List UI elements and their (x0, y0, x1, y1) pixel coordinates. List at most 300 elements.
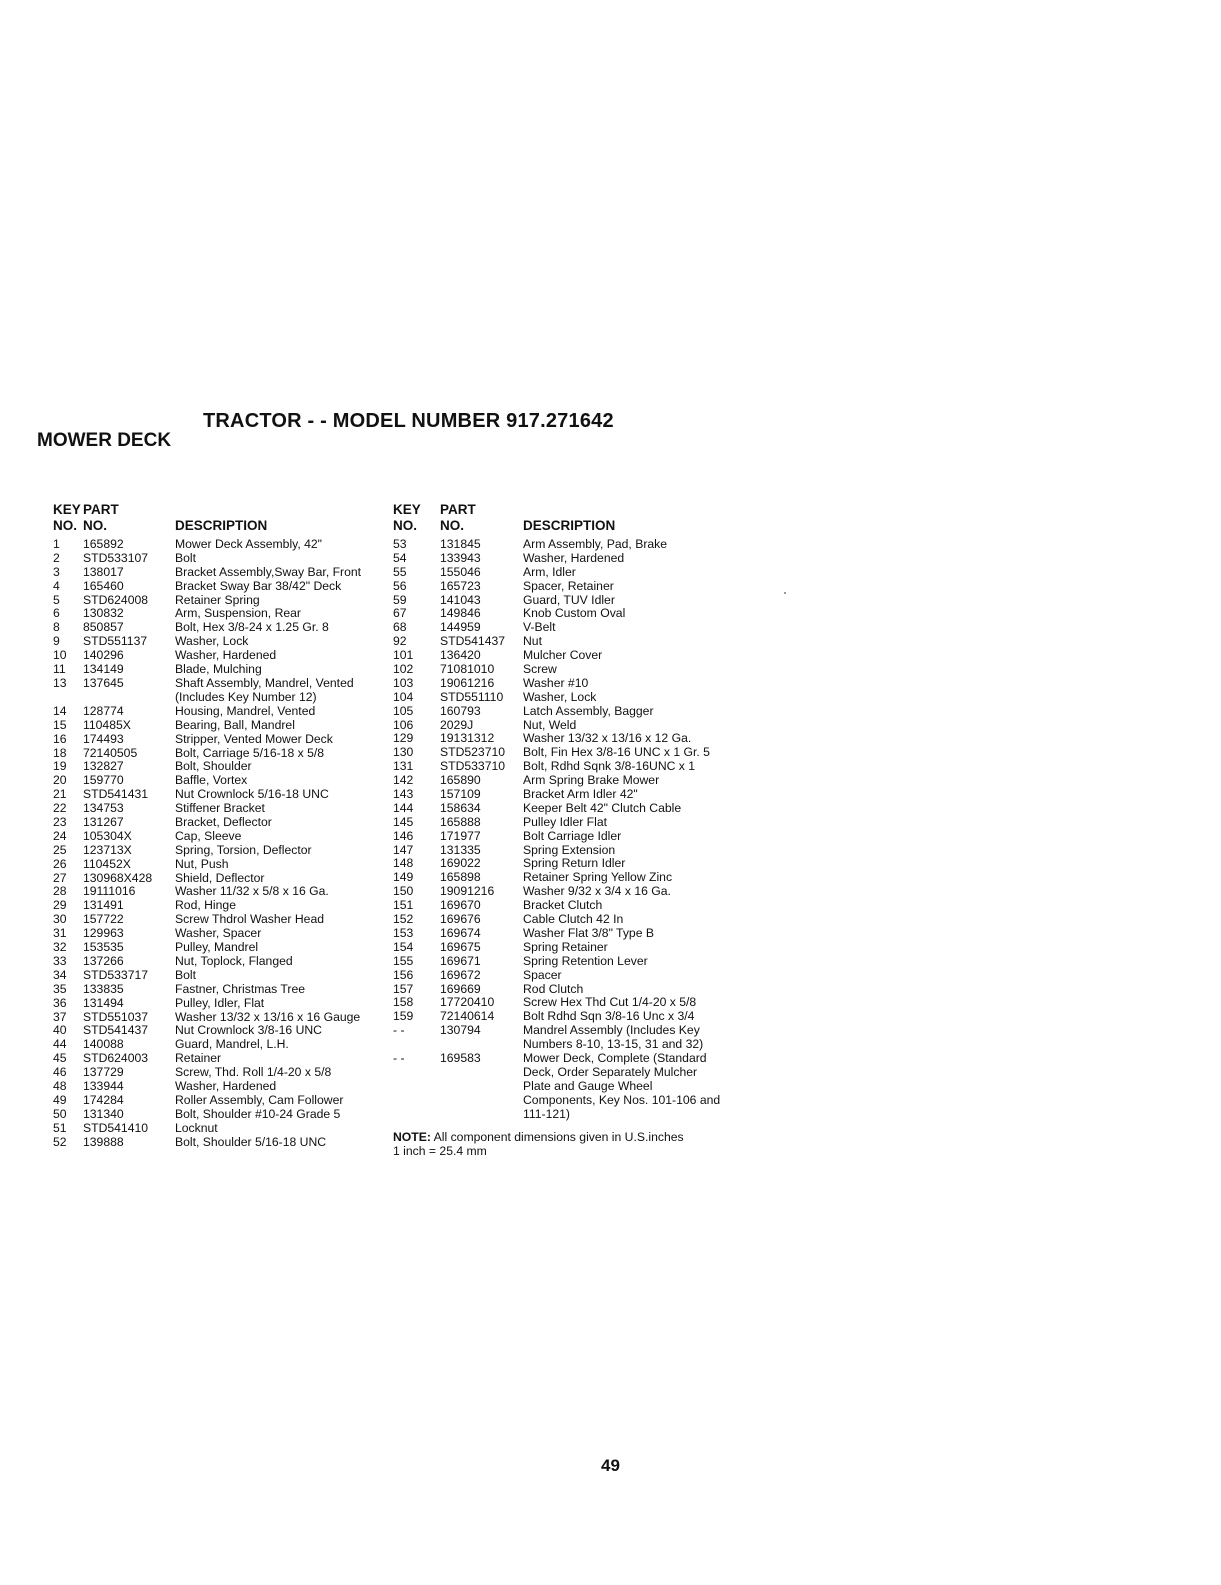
key-number: 44 (53, 1037, 67, 1052)
key-number: 18 (53, 745, 67, 760)
table-row (393, 746, 723, 760)
part-number: 139888 (83, 1134, 124, 1149)
part-number: 165723 (440, 578, 481, 593)
table-row (393, 1010, 723, 1024)
key-number: 68 (393, 620, 407, 635)
key-number: 24 (53, 828, 67, 843)
part-description: Washer 11/32 x 5/8 x 16 Ga. (175, 884, 329, 899)
part-description: Blade, Mulching (175, 662, 262, 677)
table-row (53, 607, 398, 621)
key-number: 4 (53, 578, 60, 593)
table-row (53, 941, 398, 955)
part-description: Nut Crownlock 5/16-18 UNC (175, 787, 329, 802)
table-row (393, 552, 723, 566)
table-row (393, 899, 723, 913)
header-key-no: NO. (393, 518, 418, 533)
part-number: STD541437 (440, 634, 506, 649)
header-part: PART (83, 502, 119, 517)
header-key: KEY (393, 502, 421, 517)
key-number: 9 (53, 634, 60, 649)
table-row (53, 760, 398, 774)
key-number: 37 (53, 1009, 67, 1024)
part-number: 169583 (440, 1051, 481, 1066)
left-rows (53, 538, 398, 1149)
table-row (53, 885, 398, 899)
key-number: 50 (53, 1106, 67, 1121)
note-conversion: 1 inch = 25.4 mm (393, 1144, 487, 1159)
part-description: Washer, Lock (175, 634, 249, 649)
part-number: 137645 (83, 675, 124, 690)
table-row (393, 732, 723, 746)
part-number: 165898 (440, 870, 481, 885)
part-description: Baffle, Vortex (175, 773, 248, 788)
key-number: 59 (393, 592, 407, 607)
part-number: 138017 (83, 564, 124, 579)
key-number: 101 (393, 648, 414, 663)
part-number: 131491 (83, 898, 124, 913)
note-label: NOTE: (393, 1130, 431, 1145)
key-number: 149 (393, 870, 414, 885)
key-number: 5 (53, 592, 60, 607)
part-description: Nut, Toplock, Flanged (175, 953, 293, 968)
part-number: 2029J (440, 717, 474, 732)
part-number: 72140614 (440, 1009, 495, 1024)
key-number: 30 (53, 912, 67, 927)
part-description: Spring Retainer (523, 939, 608, 954)
part-description: Bracket, Deflector (175, 815, 272, 830)
key-number: 27 (53, 870, 67, 885)
part-description: Stripper, Vented Mower Deck (175, 731, 333, 746)
table-row (393, 885, 723, 899)
key-number: 130 (393, 745, 414, 760)
part-description: Spring Return Idler (523, 856, 626, 871)
key-number: 144 (393, 800, 414, 815)
part-description: Screw Thdrol Washer Head (175, 912, 325, 927)
part-number: 137266 (83, 953, 124, 968)
part-number: 165888 (440, 814, 481, 829)
table-row (393, 663, 723, 677)
key-number: 129 (393, 731, 414, 746)
part-number: STD541410 (83, 1120, 149, 1135)
table-row (393, 802, 723, 816)
part-description: Knob Custom Oval (523, 606, 626, 621)
part-description: Spring Extension (523, 842, 616, 857)
part-description: Bracket Arm Idler 42" (523, 787, 638, 802)
table-row (53, 719, 398, 733)
part-description: Washer, Hardened (175, 1078, 277, 1093)
section-title: MOWER DECK (37, 430, 172, 451)
part-number: 165890 (440, 773, 481, 788)
part-number: 123713X (83, 842, 132, 857)
part-description: Bolt Rdhd Sqn 3/8-16 Unc x 3/4 (523, 1009, 695, 1024)
page-title: TRACTOR - - MODEL NUMBER 917.271642 (203, 410, 614, 432)
key-number: 131 (393, 759, 414, 774)
part-number: 133943 (440, 550, 481, 565)
part-number: 149846 (440, 606, 481, 621)
part-number: 171977 (440, 828, 481, 843)
table-row (393, 830, 723, 844)
table-row (53, 997, 398, 1011)
part-number: 72140505 (83, 745, 138, 760)
key-number: 154 (393, 939, 414, 954)
table-row (53, 580, 398, 594)
key-number: 51 (53, 1120, 67, 1135)
key-number: 29 (53, 898, 67, 913)
table-row (53, 1108, 398, 1122)
key-number: 146 (393, 828, 414, 843)
page-number: 49 (601, 1456, 620, 1475)
part-description: Bracket Sway Bar 38/42" Deck (175, 578, 342, 593)
part-number: STD541431 (83, 787, 149, 802)
part-number: 169670 (440, 898, 481, 913)
key-number: 20 (53, 773, 67, 788)
key-number: 148 (393, 856, 414, 871)
part-description: Housing, Mandrel, Vented (175, 703, 316, 718)
part-description: Screw Hex Thd Cut 1/4-20 x 5/8 (523, 995, 697, 1010)
parts-table-left (53, 502, 398, 1149)
table-row (393, 913, 723, 927)
part-number: 128774 (83, 703, 124, 718)
part-number: 155046 (440, 564, 481, 579)
part-number: STD523710 (440, 745, 506, 760)
part-description: Pulley, Mandrel (175, 940, 259, 955)
table-row (53, 830, 398, 844)
key-number: 36 (53, 995, 67, 1010)
key-number: 26 (53, 856, 67, 871)
key-number: 13 (53, 675, 67, 690)
part-description: Washer 9/32 x 3/4 x 16 Ga. (523, 884, 671, 899)
key-number: 46 (53, 1065, 67, 1080)
part-description: Shaft Assembly, Mandrel, Vented (Includes Key Number 12) (175, 675, 354, 704)
part-number: 131845 (440, 537, 481, 551)
part-number: 130832 (83, 606, 124, 621)
table-row (393, 538, 723, 552)
key-number: 157 (393, 981, 414, 996)
table-row (53, 1136, 398, 1150)
part-number: 153535 (83, 940, 124, 955)
table-row (393, 594, 723, 608)
dimension-note (393, 1130, 723, 1158)
part-number: 158634 (440, 800, 481, 815)
part-description: Bolt Carriage Idler (523, 828, 622, 843)
table-row (393, 719, 723, 733)
key-number: 56 (393, 578, 407, 593)
part-number: STD533710 (440, 759, 506, 774)
key-number: 67 (393, 606, 407, 621)
part-description: Washer Flat 3/8" Type B (523, 925, 654, 940)
key-number: 48 (53, 1078, 67, 1093)
part-number: 137729 (83, 1065, 124, 1080)
table-row (393, 621, 723, 635)
parts-table-right (393, 502, 723, 1158)
table-row (393, 580, 723, 594)
table-row (53, 733, 398, 747)
part-number: 71081010 (440, 662, 495, 677)
key-number: 158 (393, 995, 414, 1010)
table-row (53, 552, 398, 566)
key-number: 105 (393, 703, 414, 718)
key-number: 31 (53, 926, 67, 941)
right-rows (393, 538, 723, 1122)
part-description: Spring Retention Lever (523, 953, 648, 968)
part-number: 169669 (440, 981, 481, 996)
table-row (393, 774, 723, 788)
table-row (393, 983, 723, 997)
table-header (393, 502, 723, 536)
part-description: Bolt (175, 550, 197, 565)
part-number: 141043 (440, 592, 481, 607)
key-number: 151 (393, 898, 414, 913)
key-number: 104 (393, 689, 414, 704)
key-number: 33 (53, 953, 67, 968)
part-description: Screw, Thd. Roll 1/4-20 x 5/8 (175, 1065, 332, 1080)
table-row (53, 955, 398, 969)
part-description: Cap, Sleeve (175, 828, 242, 843)
table-row (393, 927, 723, 941)
part-description: Washer #10 (523, 675, 589, 690)
part-number: 169022 (440, 856, 481, 871)
part-number: 174493 (83, 731, 124, 746)
part-number: 19091216 (440, 884, 495, 899)
table-row (53, 969, 398, 983)
table-row (53, 1066, 398, 1080)
key-number: 142 (393, 773, 414, 788)
table-row (393, 705, 723, 719)
part-number: STD541437 (83, 1023, 149, 1038)
part-number: 144959 (440, 620, 481, 635)
part-description: Bolt, Rdhd Sqnk 3/8-16UNC x 1 (523, 759, 696, 774)
table-row (53, 566, 398, 580)
part-description: Arm Spring Brake Mower (523, 773, 660, 788)
part-number: 140296 (83, 648, 124, 663)
table-row (53, 649, 398, 663)
part-number: 136420 (440, 648, 481, 663)
key-number: 15 (53, 717, 67, 732)
header-key-no: NO. (53, 518, 78, 533)
table-row (53, 899, 398, 913)
table-row (393, 1024, 723, 1052)
key-number: 2 (53, 550, 60, 565)
table-row (53, 677, 398, 705)
key-number: 14 (53, 703, 67, 718)
part-description: Spring, Torsion, Deflector (175, 842, 312, 857)
header-description: DESCRIPTION (175, 518, 268, 533)
table-row (393, 816, 723, 830)
table-row (53, 816, 398, 830)
key-number: 155 (393, 953, 414, 968)
part-description: Nut, Weld (523, 717, 577, 732)
part-description: Cable Clutch 42 In (523, 912, 624, 927)
part-number: 850857 (83, 620, 124, 635)
table-row (53, 913, 398, 927)
table-row (393, 844, 723, 858)
part-number: 19131312 (440, 731, 495, 746)
part-description: Mandrel Assembly (Includes Key Numbers 8-10, 13-15, 31 and 32) (523, 1023, 704, 1052)
key-number: 153 (393, 925, 414, 940)
table-row (53, 594, 398, 608)
key-number: 102 (393, 662, 414, 677)
table-row (393, 649, 723, 663)
key-number: 10 (53, 648, 67, 663)
key-number: 55 (393, 564, 407, 579)
table-row (53, 774, 398, 788)
table-row (53, 927, 398, 941)
part-number: 134753 (83, 801, 124, 816)
part-description: Spacer, Retainer (523, 578, 614, 593)
key-number: 32 (53, 940, 67, 955)
key-number: 35 (53, 981, 67, 996)
key-number: 40 (53, 1023, 67, 1038)
part-description: Spacer (523, 967, 562, 982)
table-row (393, 857, 723, 871)
part-number: 133944 (83, 1078, 124, 1093)
part-description: Bolt, Fin Hex 3/8-16 UNC x 1 Gr. 5 (523, 745, 710, 760)
key-number: - - (393, 1051, 405, 1066)
part-description: Washer 13/32 x 13/16 x 12 Ga. (523, 731, 692, 746)
part-description: Bolt (175, 967, 197, 982)
part-number: 157722 (83, 912, 124, 927)
table-row (393, 566, 723, 580)
key-number: - - (393, 1023, 405, 1038)
part-description: Guard, Mandrel, L.H. (175, 1037, 289, 1052)
part-number: STD551137 (83, 634, 148, 649)
table-row (53, 1052, 398, 1066)
part-description: Nut (523, 634, 542, 649)
part-number: 157109 (440, 787, 481, 802)
part-description: Nut Crownlock 3/8-16 UNC (175, 1023, 322, 1038)
part-description: Pulley, Idler, Flat (175, 995, 265, 1010)
part-number: STD533717 (83, 967, 149, 982)
part-number: 131335 (440, 842, 481, 857)
header-part-no: NO. (83, 518, 108, 533)
part-description: Locknut (175, 1120, 218, 1135)
part-description: Washer, Lock (523, 689, 597, 704)
table-row (393, 677, 723, 691)
part-number: 133835 (83, 981, 124, 996)
part-description: Arm, Suspension, Rear (175, 606, 301, 621)
table-row (53, 1080, 398, 1094)
part-number: 140088 (83, 1037, 124, 1052)
header-key: KEY (53, 502, 81, 517)
table-row (53, 844, 398, 858)
part-number: 131267 (83, 815, 124, 830)
table-row (53, 538, 398, 552)
part-description: Mower Deck, Complete (Standard Deck, Order Separately Mulcher Plate and Gauge Wheel Components, Key Nos. 101-106 and 111-121) (523, 1051, 721, 1121)
part-description: Stiffener Bracket (175, 801, 265, 816)
key-number: 147 (393, 842, 414, 857)
part-description: Guard, TUV Idler (523, 592, 615, 607)
table-header (53, 502, 398, 536)
part-description: Mulcher Cover (523, 648, 603, 663)
part-description: Retainer (175, 1051, 222, 1066)
part-description: Arm Assembly, Pad, Brake (523, 537, 668, 551)
table-row (53, 788, 398, 802)
key-number: 19 (53, 759, 67, 774)
part-description: Bearing, Ball, Mandrel (175, 717, 295, 732)
table-row (53, 802, 398, 816)
key-number: 1 (53, 537, 60, 551)
table-row (53, 663, 398, 677)
key-number: 23 (53, 815, 67, 830)
part-description: Keeper Belt 42" Clutch Cable (523, 800, 682, 815)
part-number: 160793 (440, 703, 481, 718)
table-row (53, 1094, 398, 1108)
part-number: 134149 (83, 662, 124, 677)
key-number: 45 (53, 1051, 67, 1066)
part-number: 131494 (83, 995, 124, 1010)
part-description: Retainer Spring (175, 592, 260, 607)
part-number: 130968X428 (83, 870, 153, 885)
key-number: 159 (393, 1009, 414, 1024)
key-number: 34 (53, 967, 67, 982)
part-number: 19061216 (440, 675, 495, 690)
part-number: 165892 (83, 537, 124, 551)
key-number: 152 (393, 912, 414, 927)
key-number: 53 (393, 537, 407, 551)
key-number: 6 (53, 606, 60, 621)
table-row (53, 635, 398, 649)
part-number: 110452X (83, 856, 131, 871)
header-description: DESCRIPTION (523, 518, 616, 533)
part-description: Arm, Idler (523, 564, 576, 579)
table-row (53, 1011, 398, 1025)
key-number: 25 (53, 842, 67, 857)
header-part-no: NO. (440, 518, 465, 533)
part-description: Bolt, Hex 3/8-24 x 1.25 Gr. 8 (175, 620, 329, 635)
part-description: Mower Deck Assembly, 42" (175, 537, 323, 551)
part-description: Washer, Spacer (175, 926, 262, 941)
part-description: Washer, Hardened (175, 648, 277, 663)
part-description: Rod Clutch (523, 981, 584, 996)
table-row (393, 996, 723, 1010)
part-description: Washer 13/32 x 13/16 x 16 Gauge (175, 1009, 361, 1024)
part-description: Washer, Hardened (523, 550, 625, 565)
part-number: 169676 (440, 912, 481, 927)
part-number: STD551037 (83, 1009, 149, 1024)
part-number: 169675 (440, 939, 481, 954)
key-number: 8 (53, 620, 60, 635)
key-number: 11 (53, 662, 66, 677)
part-number: 131340 (83, 1106, 124, 1121)
table-row (53, 983, 398, 997)
key-number: 92 (393, 634, 407, 649)
key-number: 21 (53, 787, 67, 802)
part-number: STD533107 (83, 550, 149, 565)
table-row (393, 691, 723, 705)
part-description: Bolt, Shoulder #10-24 Grade 5 (175, 1106, 341, 1121)
table-row (393, 871, 723, 885)
part-description: Latch Assembly, Bagger (523, 703, 654, 718)
part-description: Rod, Hinge (175, 898, 236, 913)
part-description: Bracket Assembly,Sway Bar, Front (175, 564, 362, 579)
table-row (393, 969, 723, 983)
table-row (53, 858, 398, 872)
table-row (393, 635, 723, 649)
scan-speck (784, 592, 786, 594)
note-text: All component dimensions given in U.S.inches (433, 1130, 684, 1145)
table-row (393, 941, 723, 955)
part-description: Bolt, Shoulder (175, 759, 252, 774)
part-number: 129963 (83, 926, 124, 941)
table-row (53, 1122, 398, 1136)
part-number: 130794 (440, 1023, 481, 1038)
key-number: 106 (393, 717, 414, 732)
table-row (53, 747, 398, 761)
part-description: Bolt, Shoulder 5/16-18 UNC (175, 1134, 327, 1149)
part-description: Pulley Idler Flat (523, 814, 607, 829)
key-number: 3 (53, 564, 60, 579)
table-row (53, 872, 398, 886)
